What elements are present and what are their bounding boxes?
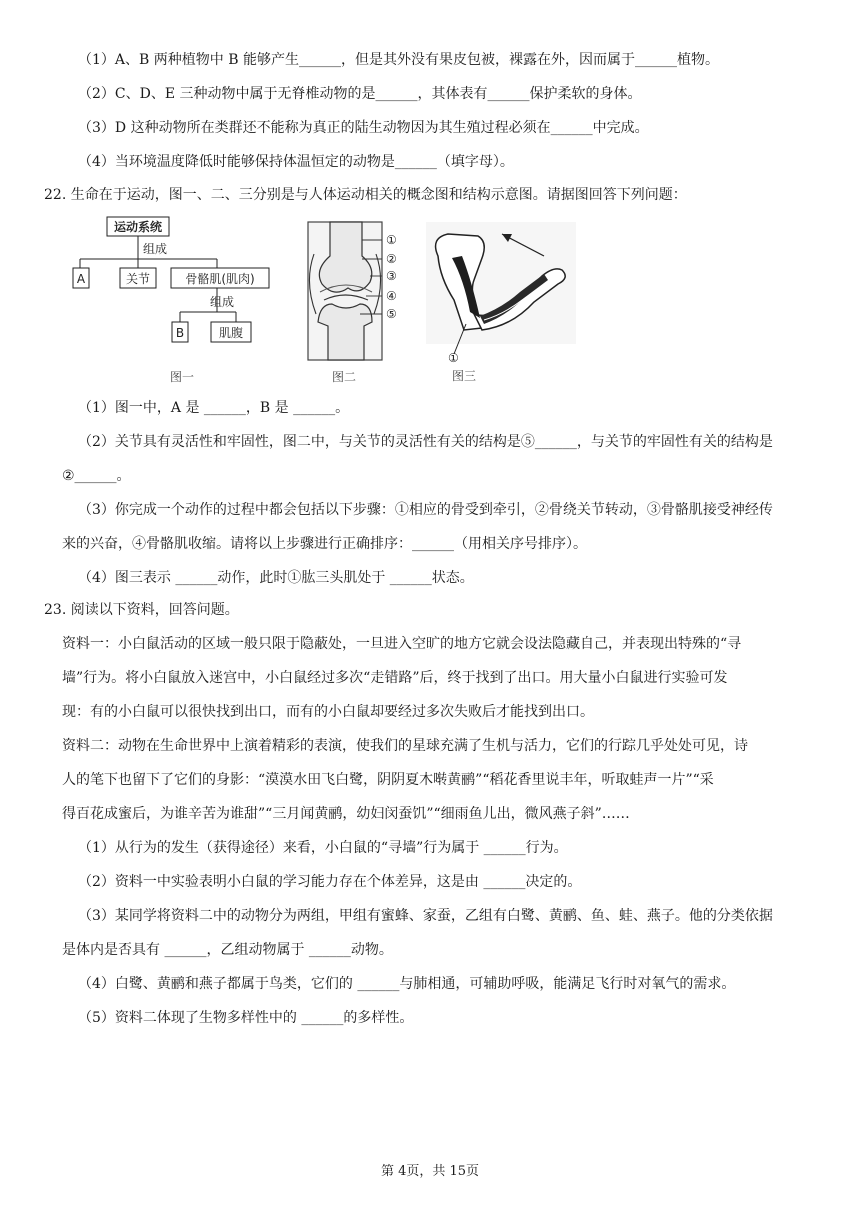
- q23-sub5: （5）资料二体现了生物多样性中的 ______的多样性。: [78, 1010, 414, 1026]
- q22-sub2-line1: （2）关节具有灵活性和牢固性，图二中，与关节的灵活性有关的结构是⑤______，与关节的牢固性有关的结构是: [78, 434, 773, 450]
- q23-sub2: （2）资料一中实验表明小白鼠的学习能力存在个体差异，这是由 ______决定的。: [78, 874, 582, 890]
- q23-sub3-line1: （3）某同学将资料二中的动物分为两组，甲组有蜜蜂、家蚕，乙组有白鹭、黄鹂、鱼、蛙、燕子。他的分类依据: [78, 908, 773, 924]
- q23-sub1: （1）从行为的发生（获得途径）来看，小白鼠的“寻墙”行为属于 ______行为。: [78, 840, 568, 856]
- fig1-b-label: B: [175, 326, 185, 340]
- fig1-a-label: A: [76, 272, 86, 286]
- q22-stem: 22. 生命在于运动，图一、二、三分别是与人体运动相关的概念图和结构示意图。请据图回答下列问题：: [44, 187, 687, 203]
- q23-material1-line2: 墙”行为。将小白鼠放入迷宫中，小白鼠经过多次“走错路”后，终于找到了出口。用大量小白鼠进行实验可发: [62, 670, 728, 686]
- q23-material2-line2: 人的笔下也留下了它们的身影：“漠漠水田飞白鹭，阴阴夏木啭黄鹂”“稻花香里说丰年，听取蛙声一片”“采: [62, 772, 714, 788]
- fig1-top-label: 运动系统: [113, 220, 163, 234]
- fig2-label-2: ②: [386, 252, 397, 266]
- fig1-muscle-label: 骨骼肌(肌肉): [185, 272, 255, 286]
- q22-sub2-line2: ②______。: [62, 468, 131, 484]
- fig1-compose-label-2: 组成: [209, 295, 235, 309]
- fig2-label-3: ③: [386, 269, 397, 283]
- q21-sub2: （2）C、D、E 三种动物中属于无脊椎动物的是______，其体表有______保护柔软的身体。: [78, 86, 642, 102]
- q23-sub3-line2: 是体内是否具有 ______，乙组动物属于 ______动物。: [62, 942, 393, 958]
- fig1-caption: 图一: [169, 370, 195, 384]
- q22-sub3-line2: 来的兴奋，④骨骼肌收缩。请将以上步骤进行正确排序：______（用相关序号排序）。: [62, 536, 587, 552]
- fig3-label-1: ①: [448, 351, 459, 365]
- q23-stem: 23. 阅读以下资料，回答问题。: [44, 602, 239, 618]
- figure-2-joint-diagram: [300, 218, 410, 388]
- figure-1-concept-map: [70, 214, 280, 389]
- q21-sub4: （4）当环境温度降低时能够保持体温恒定的动物是______（填字母）。: [78, 154, 514, 170]
- q22-sub3-line1: （3）你完成一个动作的过程中都会包括以下步骤：①相应的骨受到牵引，②骨绕关节转动，③骨骼肌接受神经传: [78, 502, 773, 518]
- q21-sub1: （1）A、B 两种植物中 B 能够产生______，但是其外没有果皮包被，裸露在外，因而属于______植物。: [78, 52, 719, 68]
- q23-material2-line1: 资料二：动物在生命世界中上演着精彩的表演，使我们的星球充满了生机与活力，它们的行踪几乎处处可见，诗: [62, 738, 748, 754]
- q22-sub4: （4）图三表示 ______动作，此时①肱三头肌处于 ______状态。: [78, 570, 474, 586]
- figure-3-arm-diagram: [424, 220, 584, 388]
- fig3-caption: 图三: [451, 369, 477, 383]
- fig2-caption: 图二: [331, 370, 357, 384]
- fig1-joint-label: 关节: [125, 272, 151, 286]
- q23-material1-line3: 现：有的小白鼠可以很快找到出口，而有的小白鼠却要经过多次失败后才能找到出口。: [62, 704, 594, 720]
- fig1-belly-label: 肌腹: [218, 326, 244, 340]
- q23-material2-line3: 得百花成蜜后，为谁辛苦为谁甜”“三月闻黄鹂，幼妇闵蚕饥”“细雨鱼儿出，微风燕子斜”……: [62, 806, 630, 822]
- q23-sub4: （4）白鹭、黄鹂和燕子都属于鸟类，它们的 ______与肺相通，可辅助呼吸，能满足飞行时对氧气的需求。: [78, 976, 736, 992]
- q22-sub1: （1）图一中，A 是 ______，B 是 ______。: [78, 400, 350, 416]
- fig2-label-4: ④: [386, 289, 397, 303]
- fig1-compose-label-1: 组成: [142, 242, 168, 256]
- q21-sub3: （3）D 这种动物所在类群还不能称为真正的陆生动物因为其生殖过程必须在______中完成。: [78, 120, 649, 136]
- fig2-label-1: ①: [386, 233, 397, 247]
- fig2-label-5: ⑤: [386, 307, 397, 321]
- page-number-footer: 第 4页，共 15页: [380, 1164, 480, 1179]
- q23-material1-line1: 资料一：小白鼠活动的区域一般只限于隐蔽处，一旦进入空旷的地方它就会设法隐藏自己，并表现出特殊的“寻: [62, 636, 742, 652]
